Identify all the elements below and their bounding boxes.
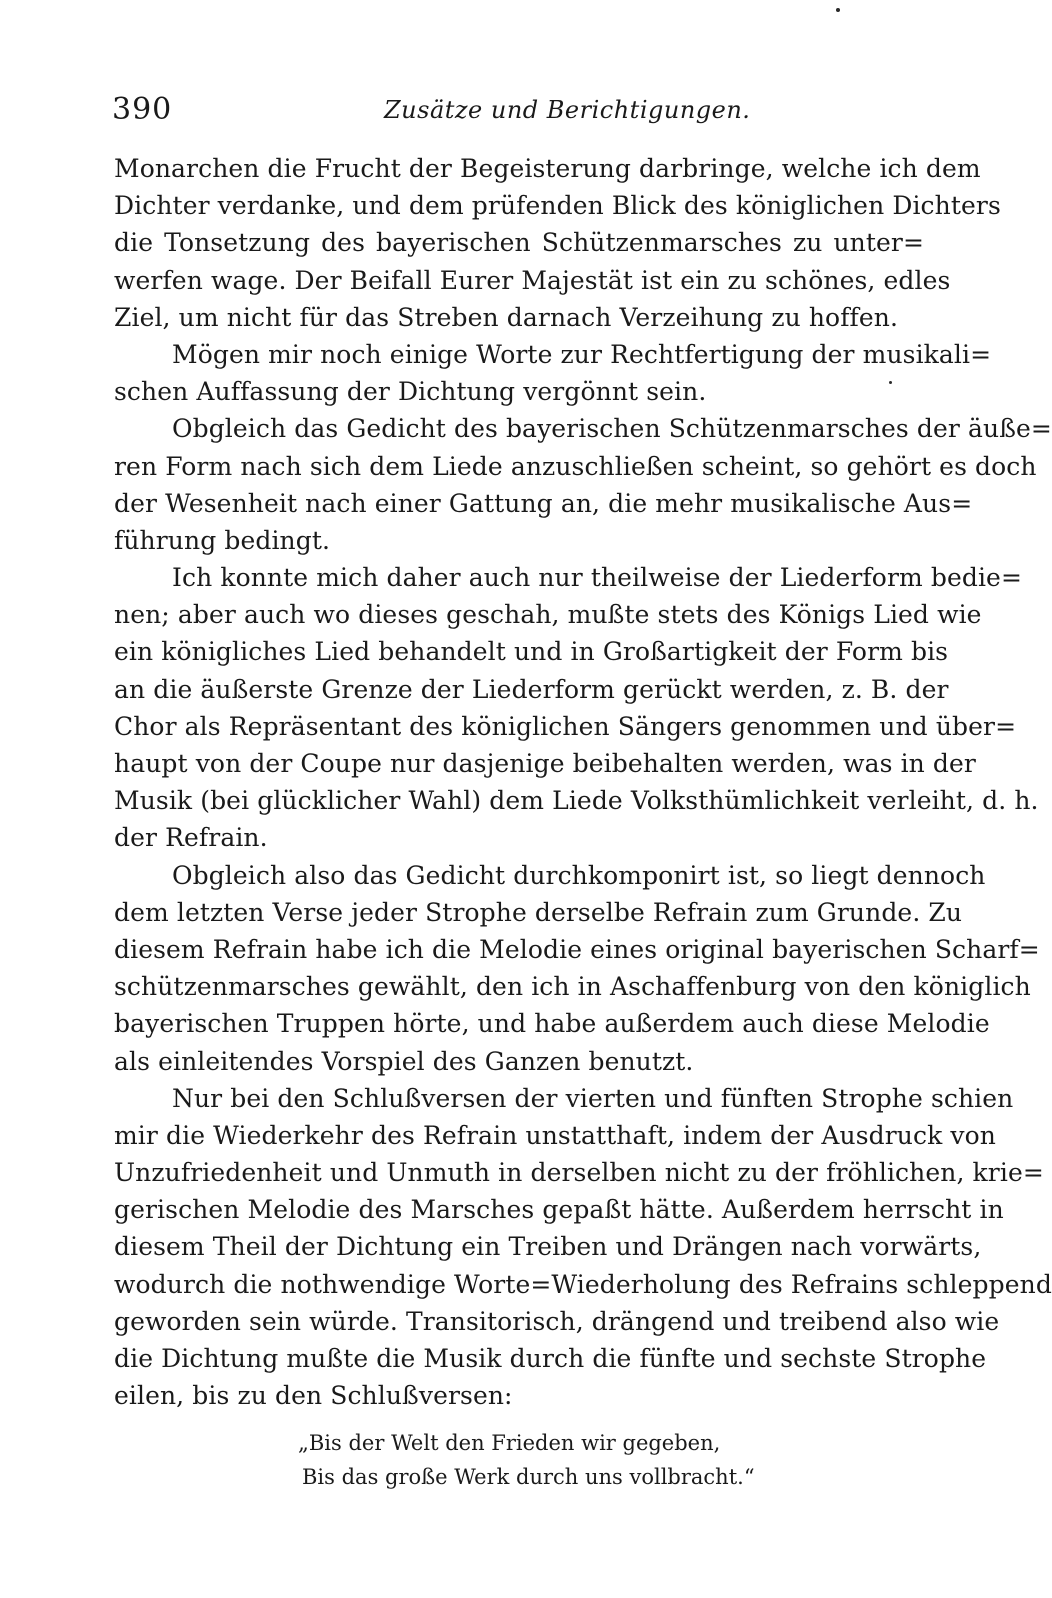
text-line: Obgleich das Gedicht des bayerischen Schützenmarsches der äuße= [172,414,1052,444]
text-line: als einleitendes Vorspiel des Ganzen benutzt. [114,1046,694,1076]
text-line: Nur bei den Schlußversen der vierten und fünften Strophe schien [172,1083,1014,1113]
text-line: Ich konnte mich daher auch nur theilweise der Liederform bedie= [172,563,1023,593]
text-line: ren Form nach sich dem Liede anzuschließen scheint, so gehört es doch [114,451,1037,481]
verse-line: „Bis der Welt den Frieden wir gegeben, [298,1431,721,1455]
text-line: Unzufriedenheit und Unmuth in derselben nicht zu der fröhlichen, krie= [114,1158,1044,1188]
text-line: werfen wage. Der Beifall Eurer Majestät ist ein zu schönes, edles [114,265,951,295]
page-header [112,88,920,132]
text-line: diesem Refrain habe ich die Melodie eines original bayerischen Scharf= [114,934,1040,964]
text-line: führung bedingt. [114,525,331,555]
page-number: 390 [112,92,173,127]
text-line: Dichter verdanke, und dem prüfenden Blick des königlichen Dichters [114,191,1001,221]
text-line: dem letzten Verse jeder Strophe derselbe Refrain zum Grunde. Zu [114,897,963,927]
text-line: die Dichtung mußte die Musik durch die fünfte und sechste Strophe [114,1344,987,1373]
text-line: Obgleich also das Gedicht durchkomponirt ist, so liegt dennoch [172,860,986,890]
text-line: schen Auffassung der Dichtung vergönnt sein. [114,377,707,407]
running-head: Zusätze und Berichtigungen. [384,96,751,124]
text-line: bayerischen Truppen hörte, und habe außerdem auch diese Melodie [114,1009,990,1039]
text-line: Ziel, um nicht für das Streben darnach Verzeihung zu hoffen. [114,302,899,332]
print-speck [889,381,892,384]
text-line: Monarchen die Frucht der Begeisterung darbringe, welche ich dem [114,154,981,183]
verse-line: Bis das große Werk durch uns vollbracht.“ [302,1465,755,1489]
text-line: Chor als Repräsentant des königlichen Sängers genommen und über= [114,711,1017,741]
text-line: der Wesenheit nach einer Gattung an, die mehr musikalische Aus= [114,488,973,518]
text-line: die Tonsetzung des bayerischen Schützenmarsches zu unter= [114,228,924,258]
body-text [114,150,1052,1414]
text-line: schützenmarsches gewählt, den ich in Aschaffenburg von den königlich [114,972,1031,1002]
text-line: wodurch die nothwendige Worte=Wiederholung des Refrains schleppend [114,1269,1052,1299]
verse-quotation [298,1426,755,1494]
text-line: Mögen mir noch einige Worte zur Rechtfertigung der musikali= [172,339,992,369]
text-line: der Refrain. [114,823,268,853]
text-line: eilen, bis zu den Schlußversen: [114,1381,513,1411]
text-line: nen; aber auch wo dieses geschah, mußte stets des Königs Lied wie [114,600,982,630]
text-line: gerischen Melodie des Marsches gepaßt hätte. Außerdem herrscht in [114,1195,1004,1225]
text-line: haupt von der Coupe nur dasjenige beibehalten werden, was in der [114,749,976,778]
print-speck [836,8,840,12]
text-line: mir die Wiederkehr des Refrain unstatthaft, indem der Ausdruck von [114,1120,996,1150]
text-line: geworden sein würde. Transitorisch, drängend und treibend also wie [114,1306,1000,1336]
text-line: diesem Theil der Dichtung ein Treiben und Drängen nach vorwärts, [114,1232,982,1262]
text-line: ein königliches Lied behandelt und in Großartigkeit der Form bis [114,637,949,667]
text-line: Musik (bei glücklicher Wahl) dem Liede Volksthümlichkeit verleiht, d. h. [114,786,1039,816]
text-line: an die äußerste Grenze der Liederform gerückt werden, z. B. der [114,674,949,704]
